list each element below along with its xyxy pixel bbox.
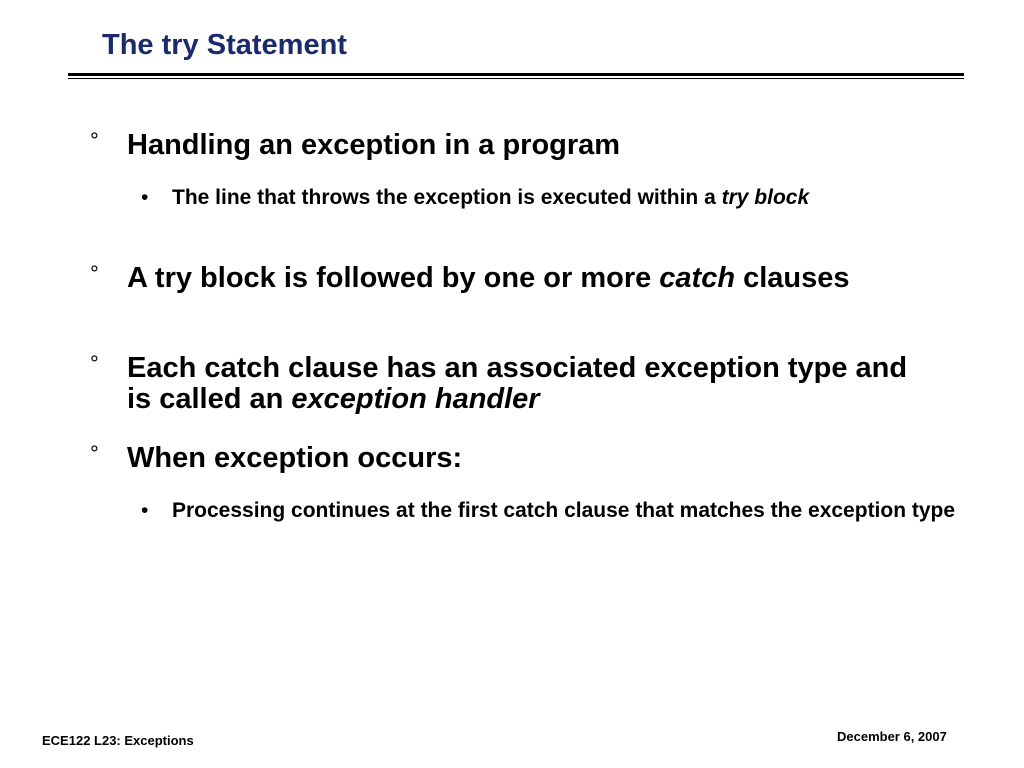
subbullet-text: Processing continues at the first catch clause that matches the exception type [172, 499, 956, 522]
title-divider-thin [68, 78, 964, 79]
emphasis-try-block: try block [721, 186, 810, 209]
dot-bullet-icon: • [141, 186, 149, 209]
title-divider [68, 73, 964, 76]
footer-course: ECE122 L23: Exceptions [42, 733, 194, 748]
footer-date: December 6, 2007 [837, 729, 947, 744]
emphasis-exception-handler: exception handler [291, 383, 540, 415]
slide-title: The try Statement [102, 29, 347, 61]
bullet-text: A try block is followed by one or more catch clauses [127, 262, 850, 294]
bullet-text: Handling an exception in a program [127, 129, 621, 161]
bullet-text: Each catch clause has an associated exception type and is called an exception handler [127, 352, 908, 415]
bullet-text: When exception occurs: [127, 442, 463, 474]
emphasis-catch: catch [659, 262, 736, 294]
degree-bullet-icon: ° [90, 261, 99, 286]
subbullet-text: The line that throws the exception is executed within a try block [172, 186, 810, 209]
dot-bullet-icon: • [141, 499, 149, 522]
degree-bullet-icon: ° [90, 351, 99, 376]
degree-bullet-icon: ° [90, 128, 99, 153]
degree-bullet-icon: ° [90, 441, 99, 466]
